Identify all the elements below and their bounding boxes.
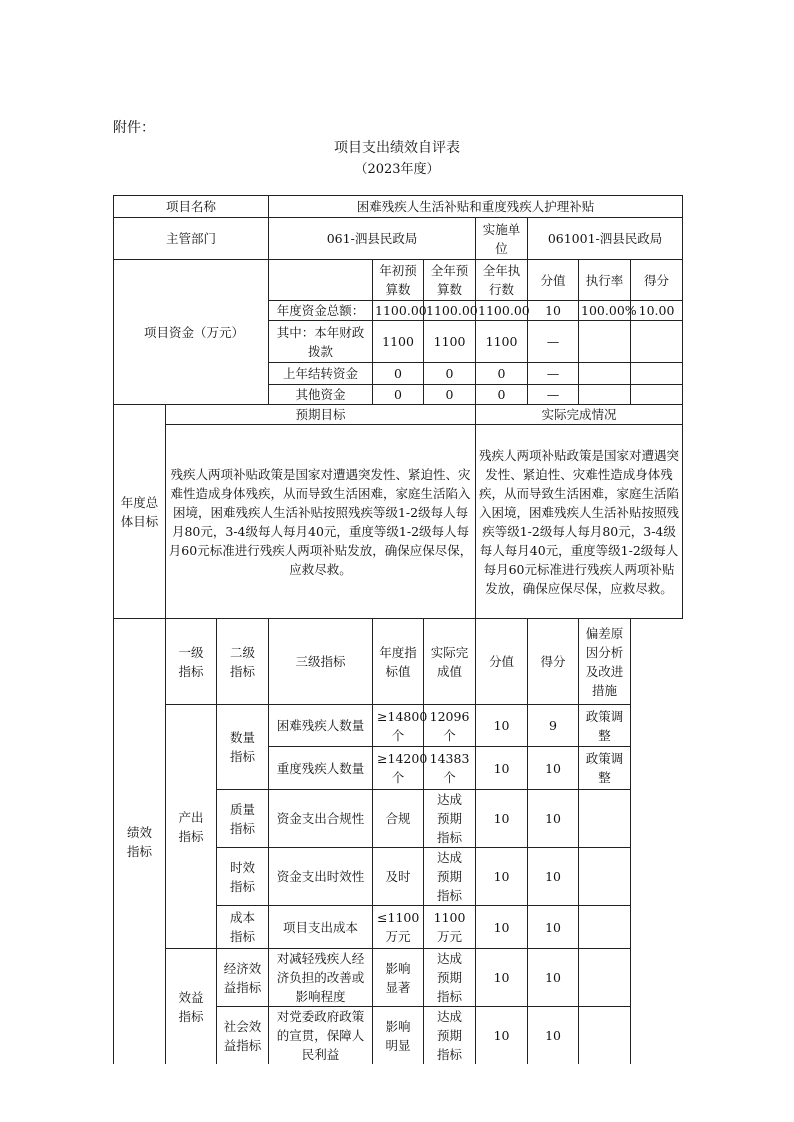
indicator-weight: 10 — [476, 906, 528, 949]
indicator-weight: 10 — [476, 949, 528, 1007]
funds-cell: 100.00% — [579, 301, 631, 321]
funds-cell: 10 — [528, 301, 579, 321]
funds-cell: 0 — [373, 385, 424, 405]
indicator-name: 资金支出时效性 — [269, 848, 373, 906]
cost-indicator-label: 成本指标 — [217, 906, 269, 949]
funds-header-col: 年初预算数 — [373, 260, 424, 301]
funds-cell: 1100 — [373, 321, 424, 363]
indicator-remark: 政策调整 — [579, 747, 631, 790]
indicator-label: 绩效指标 — [114, 619, 166, 1065]
indicator-score: 10 — [528, 906, 579, 949]
funds-cell: 1100.00 — [476, 301, 528, 321]
indicator-target: 影响显著 — [373, 949, 424, 1007]
indicator-target: ≥14200个 — [373, 747, 424, 790]
funds-cell — [579, 385, 631, 405]
indicator-weight: 10 — [476, 790, 528, 848]
indicator-name: 项目支出成本 — [269, 906, 373, 949]
indicator-target: 及时 — [373, 848, 424, 906]
actual-result-header: 实际完成情况 — [476, 405, 683, 425]
indicator-header-remark: 偏差原因分析及改进措施 — [579, 619, 631, 705]
indicator-weight: 10 — [476, 1007, 528, 1065]
indicator-weight: 10 — [476, 705, 528, 747]
indicator-target: ≥14800个 — [373, 705, 424, 747]
benefit-indicator-label: 效益指标 — [166, 949, 217, 1065]
funds-cell: 0 — [476, 385, 528, 405]
indicator-header-target: 年度指标值 — [373, 619, 424, 705]
actual-result-text: 残疾人两项补贴政策是国家对遭遇突发性、紧迫性、灾难性造成身体残疾，从而导致生活困难，家庭生活陷入困境，困难残疾人生活补贴按照残疾等级1-2级每人每月80元，3-4级每人每月40元，重度等级1-2级每人每月60元标准进行残疾人两项补贴发放，确保应保尽保，应救尽救。 — [476, 425, 683, 619]
funds-row-label: 其他资金 — [269, 385, 373, 405]
indicator-actual: 达成预期指标 — [424, 790, 476, 848]
funds-cell — [631, 385, 683, 405]
expected-goal-text: 残疾人两项补贴政策是国家对遭遇突发性、紧迫性、灾难性造成身体残疾，从而导致生活困难，家庭生活陷入困境，困难残疾人生活补贴按照残疾等级1-2级每人每月80元，3-4级每人每月40元，重度等级1-2级每人每月60元标准进行残疾人两项补贴发放，确保应保尽保，应救尽救。 — [166, 425, 476, 619]
economic-benefit-label: 经济效益指标 — [217, 949, 269, 1007]
funds-cell: 0 — [424, 385, 476, 405]
indicator-actual: 达成预期指标 — [424, 848, 476, 906]
funds-row-label: 其中：本年财政拨款 — [269, 321, 373, 363]
funds-cell: — — [528, 321, 579, 363]
indicator-header-level2: 二级指标 — [217, 619, 269, 705]
indicator-header-score: 得分 — [528, 619, 579, 705]
indicator-target: 影响明显 — [373, 1007, 424, 1065]
indicator-target: ≤1100万元 — [373, 906, 424, 949]
funds-cell: 10.00 — [631, 301, 683, 321]
indicator-name: 对减轻残疾人经济负担的改善或影响程度 — [269, 949, 373, 1007]
timeliness-indicator-label: 时效指标 — [217, 848, 269, 906]
page-title: 项目支出绩效自评表 — [334, 140, 460, 156]
funds-header-blank — [269, 260, 373, 301]
dept-value: 061-泗县民政局 — [269, 218, 476, 260]
indicator-actual: 达成预期指标 — [424, 949, 476, 1007]
indicator-name: 困难残疾人数量 — [269, 705, 373, 747]
funds-header-col: 得分 — [631, 260, 683, 301]
page-subtitle-year: （2023年度） — [354, 162, 440, 177]
funds-cell: 1100.00 — [424, 301, 476, 321]
funds-cell: 0 — [424, 363, 476, 385]
indicator-weight: 10 — [476, 747, 528, 790]
indicator-actual: 1100万元 — [424, 906, 476, 949]
funds-header-col: 全年预算数 — [424, 260, 476, 301]
funds-header-col: 执行率 — [579, 260, 631, 301]
quality-indicator-label: 质量指标 — [217, 790, 269, 848]
indicator-target: 合规 — [373, 790, 424, 848]
indicator-actual: 达成预期指标 — [424, 1007, 476, 1065]
funds-cell: — — [528, 363, 579, 385]
indicator-score: 10 — [528, 848, 579, 906]
indicator-remark — [579, 1007, 631, 1065]
indicator-remark: 政策调整 — [579, 705, 631, 747]
indicator-weight: 10 — [476, 848, 528, 906]
indicator-name: 对党委政府政策的宣贯，保障人民利益 — [269, 1007, 373, 1065]
project-name-label: 项目名称 — [114, 196, 269, 218]
indicator-name: 资金支出合规性 — [269, 790, 373, 848]
indicator-header-weight: 分值 — [476, 619, 528, 705]
performance-self-evaluation-table — [113, 195, 683, 1064]
indicator-remark — [579, 949, 631, 1007]
indicator-remark — [579, 906, 631, 949]
funds-cell: — — [528, 385, 579, 405]
funds-cell: 1100.00 — [373, 301, 424, 321]
indicator-header-level1: 一级指标 — [166, 619, 217, 705]
impl-unit-value: 061001-泗县民政局 — [528, 218, 683, 260]
funds-label: 项目资金（万元） — [114, 260, 269, 405]
funds-cell: 0 — [373, 363, 424, 385]
funds-cell — [579, 363, 631, 385]
funds-header-col: 全年执行数 — [476, 260, 528, 301]
funds-row-label: 年度资金总额： — [269, 301, 373, 321]
funds-cell: 0 — [476, 363, 528, 385]
indicator-score: 9 — [528, 705, 579, 747]
expected-goal-header: 预期目标 — [166, 405, 476, 425]
project-name-value: 困难残疾人生活补贴和重度残疾人护理补贴 — [269, 196, 683, 218]
funds-row-label: 上年结转资金 — [269, 363, 373, 385]
indicator-score: 10 — [528, 949, 579, 1007]
attachment-label: 附件： — [113, 120, 155, 136]
funds-cell — [631, 321, 683, 363]
funds-cell: 1100 — [476, 321, 528, 363]
indicator-actual: 14383个 — [424, 747, 476, 790]
indicator-header-level3: 三级指标 — [269, 619, 373, 705]
indicator-header-actual: 实际完成值 — [424, 619, 476, 705]
funds-cell — [579, 321, 631, 363]
indicator-score: 10 — [528, 1007, 579, 1065]
funds-cell: 1100 — [424, 321, 476, 363]
output-indicator-label: 产出指标 — [166, 705, 217, 949]
indicator-name: 重度残疾人数量 — [269, 747, 373, 790]
quantity-indicator-label: 数量指标 — [217, 705, 269, 790]
indicator-score: 10 — [528, 790, 579, 848]
funds-cell — [631, 363, 683, 385]
indicator-score: 10 — [528, 747, 579, 790]
indicator-actual: 12096个 — [424, 705, 476, 747]
indicator-remark — [579, 790, 631, 848]
dept-label: 主管部门 — [114, 218, 269, 260]
annual-goal-label: 年度总体目标 — [114, 405, 166, 619]
indicator-remark — [579, 848, 631, 906]
impl-unit-label: 实施单位 — [476, 218, 528, 260]
social-benefit-label: 社会效益指标 — [217, 1007, 269, 1065]
funds-header-col: 分值 — [528, 260, 579, 301]
